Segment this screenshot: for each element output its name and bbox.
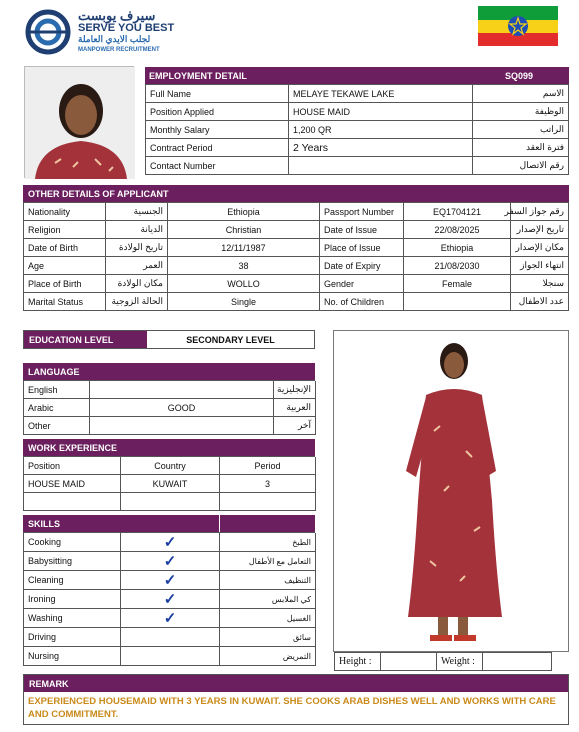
employment-arabic-label: الاسم (473, 85, 569, 103)
skill-check-icon: ✓ (121, 552, 220, 571)
other-arabic-label: مكان الإصدار (511, 239, 569, 257)
skill-arabic-label: سائق (220, 628, 316, 647)
other-details-section (23, 185, 569, 311)
other-label: Date of Birth (24, 239, 106, 257)
other-value: Ethiopia (168, 203, 320, 221)
work-cell (220, 493, 316, 511)
employment-arabic-label: الوظيفة (473, 103, 569, 121)
other-arabic-label: الحالة الزوجية (106, 293, 168, 311)
skills-table (23, 532, 315, 666)
skill-label: Babysitting (24, 552, 121, 571)
employment-detail-title: EMPLOYMENT DETAIL (149, 70, 247, 81)
reference-number: SQ099 (504, 70, 534, 81)
work-experience-header: WORK EXPERIENCE (23, 439, 315, 456)
remark-text: EXPERIENCED HOUSEMAID WITH 3 YEARS IN KUWAIT. SHE COOKS ARAB DISHES WELL AND WORKS WITH CARE AND COMMITMENT. (28, 696, 556, 720)
skills-section (23, 515, 315, 666)
education-level-row (23, 330, 315, 349)
language-arabic-label: الإنجليزية (274, 381, 316, 399)
work-cell (24, 493, 121, 511)
employment-value (289, 157, 473, 175)
skill-label: Driving (24, 628, 121, 647)
skill-check-icon: ✓ (121, 590, 220, 609)
work-cell: KUWAIT (121, 475, 220, 493)
other-arabic-label: سنجلا (511, 275, 569, 293)
other-value: 22/08/2025 (404, 221, 511, 239)
other-value: Christian (168, 221, 320, 239)
skill-label: Ironing (24, 590, 121, 609)
other-arabic-label: الجنسية (106, 203, 168, 221)
employment-arabic-label: رقم الاتصال (473, 157, 569, 175)
other-details-header: OTHER DETAILS OF APPLICANT (23, 185, 569, 202)
language-table (23, 380, 315, 435)
skill-check-icon (121, 628, 220, 647)
work-cell: 3 (220, 475, 316, 493)
skill-arabic-label: التعامل مع الأطفال (220, 552, 316, 571)
language-header: LANGUAGE (23, 363, 315, 380)
employment-label: Monthly Salary (146, 121, 289, 139)
skill-check-icon: ✓ (121, 533, 220, 552)
weight-value (483, 653, 553, 670)
other-value: Single (168, 293, 320, 311)
applicant-headshot (24, 66, 134, 178)
other-arabic-label: مكان الولادة (106, 275, 168, 293)
language-arabic-label: آخر (274, 417, 316, 435)
skill-arabic-label: الغسيل (220, 609, 316, 628)
other-label: Date of Expiry (320, 257, 404, 275)
other-arabic-label: تاريخ الولادة (106, 239, 168, 257)
other-value: WOLLO (168, 275, 320, 293)
language-section (23, 363, 315, 435)
other-arabic-label: الديانة (106, 221, 168, 239)
employment-value: 2 Years (289, 139, 473, 157)
language-level (90, 417, 274, 435)
logo-emblem-icon (24, 10, 72, 54)
skill-label: Washing (24, 609, 121, 628)
other-value (404, 293, 511, 311)
height-label: Height : (335, 653, 381, 670)
ethiopia-flag (478, 6, 558, 46)
applicant-full-photo (334, 331, 568, 651)
skill-arabic-label: الطبخ (220, 533, 316, 552)
language-level (90, 381, 274, 399)
remark-section (23, 674, 569, 725)
skill-check-icon: ✓ (121, 571, 220, 590)
employment-label: Position Applied (146, 103, 289, 121)
weight-label: Weight : (437, 653, 483, 670)
other-value: 38 (168, 257, 320, 275)
other-value: 21/08/2030 (404, 257, 511, 275)
logo-sub: MANPOWER RECRUITMENT (78, 47, 160, 53)
other-value: 12/11/1987 (168, 239, 320, 257)
employment-value: MELAYE TEKAWE LAKE (289, 85, 473, 103)
skill-arabic-label: التنظيف (220, 571, 316, 590)
other-arabic-label: رقم جواز السفر (511, 203, 569, 221)
employment-label: Contact Number (146, 157, 289, 175)
work-column-header: Period (220, 457, 316, 475)
other-arabic-label: عدد الاطفال (511, 293, 569, 311)
other-label: Place of Issue (320, 239, 404, 257)
other-label: Date of Issue (320, 221, 404, 239)
other-label: Place of Birth (24, 275, 106, 293)
language-label: Arabic (24, 399, 90, 417)
education-level-value: SECONDARY LEVEL (186, 334, 275, 345)
language-level: GOOD (90, 399, 274, 417)
other-arabic-label: العمر (106, 257, 168, 275)
other-details-table (23, 202, 569, 311)
height-value (381, 653, 437, 670)
company-logo (24, 8, 184, 56)
employment-label: Contract Period (146, 139, 289, 157)
logo-brand: SERVE YOU BEST (78, 22, 175, 34)
other-label: Religion (24, 221, 106, 239)
work-experience-section (23, 439, 315, 511)
work-experience-table (23, 456, 315, 511)
other-value: EQ1704121 (404, 203, 511, 221)
skill-arabic-label: كي الملابس (220, 590, 316, 609)
language-label: English (24, 381, 90, 399)
other-label: Gender (320, 275, 404, 293)
skill-label: Cooking (24, 533, 121, 552)
measurements-row (334, 652, 552, 671)
work-cell (121, 493, 220, 511)
applicant-full-photo-frame (333, 330, 569, 652)
language-label: Other (24, 417, 90, 435)
other-value: Ethiopia (404, 239, 511, 257)
other-label: Age (24, 257, 106, 275)
remark-header: REMARK (24, 675, 568, 692)
other-arabic-label: انتهاء الجواز (511, 257, 569, 275)
other-arabic-label: تاريخ الإصدار (511, 221, 569, 239)
skill-arabic-label: التمريض (220, 647, 316, 666)
education-level-label: EDUCATION LEVEL (24, 331, 147, 348)
employment-arabic-label: فترة العقد (473, 139, 569, 157)
work-cell: HOUSE MAID (24, 475, 121, 493)
employment-label: Full Name (146, 85, 289, 103)
skills-header (23, 515, 315, 532)
other-label: Marital Status (24, 293, 106, 311)
employment-arabic-label: الراتب (473, 121, 569, 139)
logo-arabic-sub: لجلب الايدي العاملة (78, 34, 151, 44)
employment-detail-section (145, 67, 569, 175)
employment-value: 1,200 QR (289, 121, 473, 139)
employment-value: HOUSE MAID (289, 103, 473, 121)
other-value: Female (404, 275, 511, 293)
skill-label: Cleaning (24, 571, 121, 590)
work-column-header: Country (121, 457, 220, 475)
skills-title: SKILLS (28, 518, 61, 529)
language-arabic-label: العربية (274, 399, 316, 417)
employment-detail-header (145, 67, 569, 84)
employment-detail-table (145, 84, 569, 175)
work-column-header: Position (24, 457, 121, 475)
other-label: No. of Children (320, 293, 404, 311)
other-label: Nationality (24, 203, 106, 221)
logo-arabic-brand: سيرف يوبست (78, 8, 156, 23)
other-label: Passport Number (320, 203, 404, 221)
flag-star-icon (507, 15, 529, 37)
skill-check-icon (121, 647, 220, 666)
skill-label: Nursing (24, 647, 121, 666)
skill-check-icon: ✓ (121, 609, 220, 628)
